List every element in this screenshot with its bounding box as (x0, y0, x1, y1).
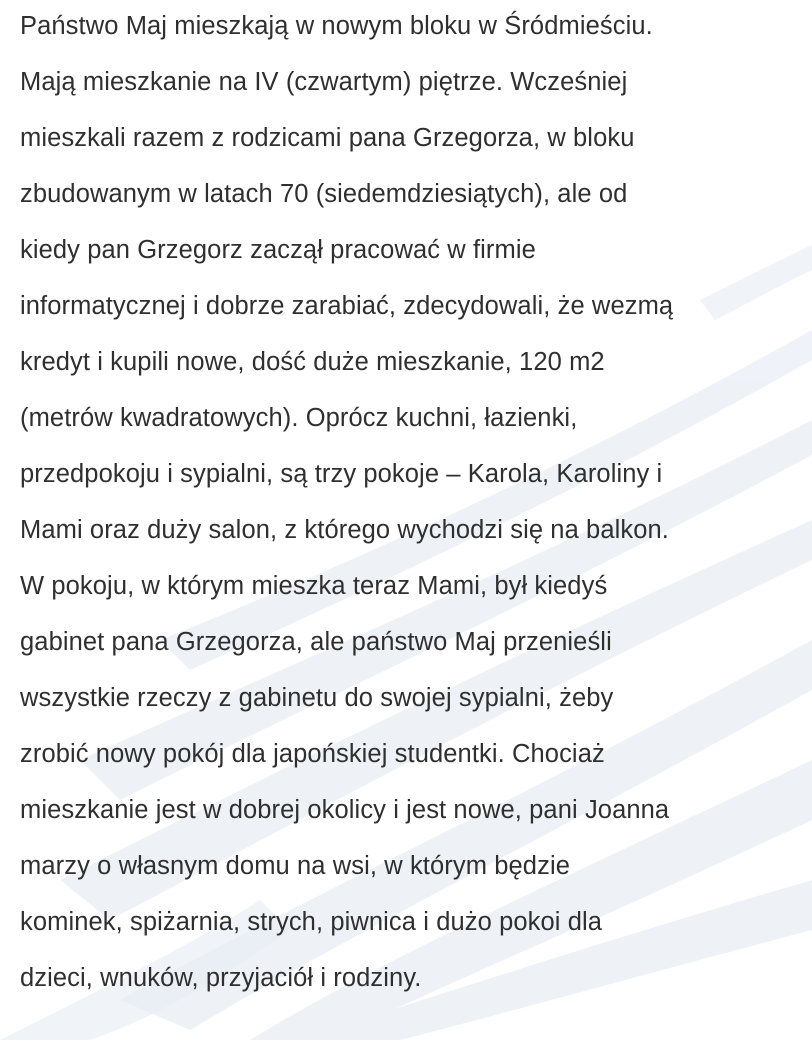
text-line: kominek, spiżarnia, strych, piwnica i dużo pokoi dla (20, 908, 603, 936)
text-line: Państwo Maj mieszkają w nowym bloku w Śródmieściu. (20, 12, 653, 40)
text-line: mieszkali razem z rodzicami pana Grzegorza, w bloku (20, 124, 635, 152)
text-line: dzieci, wnuków, przyjaciół i rodziny. (20, 964, 422, 992)
text-line: wszystkie rzeczy z gabinetu do swojej sypialni, żeby (20, 684, 614, 712)
article-paragraph (20, 0, 800, 1006)
text-line: W pokoju, w którym mieszka teraz Mami, był kiedyś (20, 572, 608, 600)
text-line: gabinet pana Grzegorza, ale państwo Maj przenieśli (20, 628, 612, 656)
text-line: przedpokoju i sypialni, są trzy pokoje – Karola, Karoliny i (20, 460, 663, 488)
text-line: (metrów kwadratowych). Oprócz kuchni, łazienki, (20, 404, 578, 432)
text-line: zbudowanym w latach 70 (siedemdziesiątych), ale od (20, 180, 628, 208)
text-line: Mają mieszkanie na IV (czwartym) piętrze. Wcześniej (20, 68, 628, 96)
text-line: marzy o własnym domu na wsi, w którym będzie (20, 852, 570, 880)
text-line: kiedy pan Grzegorz zaczął pracować w firmie (20, 236, 536, 264)
text-line: mieszkanie jest w dobrej okolicy i jest nowe, pani Joanna (20, 796, 670, 824)
text-line: Mami oraz duży salon, z którego wychodzi się na balkon. (20, 516, 669, 544)
text-line: zrobić nowy pokój dla japońskiej studentki. Chociaż (20, 740, 605, 768)
text-line: informatycznej i dobrze zarabiać, zdecydowali, że wezmą (20, 292, 674, 320)
text-line: kredyt i kupili nowe, dość duże mieszkanie, 120 m2 (20, 348, 605, 376)
